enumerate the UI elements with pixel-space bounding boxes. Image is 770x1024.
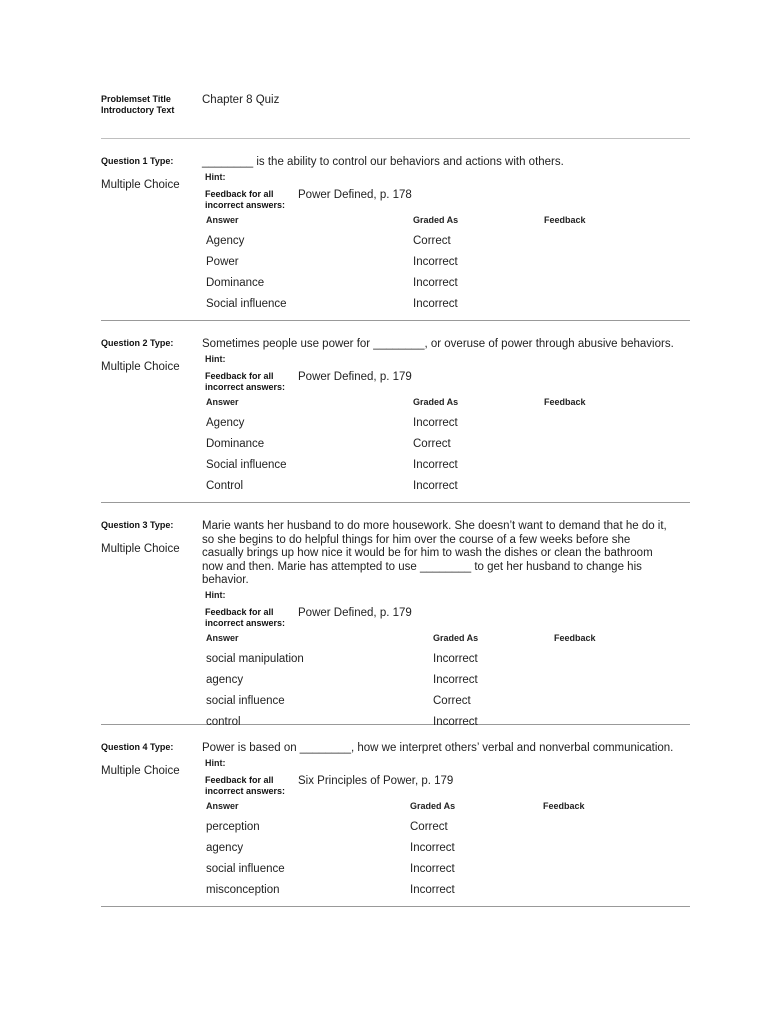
hint-label: Hint: [205,171,226,182]
feedback-column-header: Feedback [544,396,586,407]
question-body [202,520,690,733]
answer-text: Power [206,255,239,268]
graded-column-header: Graded As [413,396,459,407]
graded-as: Incorrect [410,862,455,875]
answer-row [202,273,690,294]
feedback-row [202,189,690,213]
answer-text: agency [206,841,244,854]
question-body [202,338,690,497]
answer-text: Social influence [206,458,287,471]
graded-as: Correct [433,694,471,707]
answer-row [202,252,690,273]
answer-row [202,880,690,901]
graded-as: Incorrect [410,841,455,854]
feedback-column-header: Feedback [544,214,586,225]
question-type: Multiple Choice [101,543,180,555]
answer-text: Control [206,479,244,492]
question-block [101,520,690,728]
question-label: Question 4 Type: [101,742,174,752]
question-type: Multiple Choice [101,361,180,373]
question-block [101,742,690,907]
hint-label: Hint: [205,353,226,364]
answer-row [202,231,690,252]
answer-text: agency [206,673,244,686]
feedback-label: Feedback for all incorrect answers: [205,370,286,392]
problemset-title: Chapter 8 Quiz [202,94,280,106]
answer-table-header [202,215,690,231]
graded-as: Incorrect [413,276,458,289]
graded-as: Correct [413,437,451,450]
feedback-label: Feedback for all incorrect answers: [205,188,286,210]
answer-column-header: Answer [206,214,239,225]
answer-text: Dominance [206,276,265,289]
answer-row [202,434,690,455]
feedback-reference: Power Defined, p. 179 [298,606,412,619]
answer-column-header: Answer [206,396,239,407]
answer-text: social manipulation [206,652,304,665]
feedback-row [202,775,690,799]
question-text: ________ is the ability to control our behaviors and actions with others. [202,156,564,168]
answer-row [202,859,690,880]
problemset-title-label: Problemset Title Introductory Text [101,94,175,115]
graded-as: Incorrect [413,416,458,429]
answer-row [202,294,690,315]
question-type: Multiple Choice [101,765,180,777]
graded-as: Incorrect [410,883,455,896]
feedback-reference: Six Principles of Power, p. 179 [298,774,454,787]
graded-as: Correct [413,234,451,247]
question-text: Sometimes people use power for ________, or overuse of power through abusive behaviors. [202,338,674,350]
answer-row [202,649,690,670]
answer-text: perception [206,820,260,833]
graded-as: Incorrect [433,673,478,686]
hint-label: Hint: [205,757,226,768]
answer-row [202,838,690,859]
question-label: Question 1 Type: [101,156,174,166]
answer-row [202,476,690,497]
answer-row [202,413,690,434]
graded-column-header: Graded As [410,800,456,811]
graded-as: Incorrect [413,458,458,471]
question-label: Question 3 Type: [101,520,174,530]
answer-row [202,670,690,691]
answer-column-header: Answer [206,800,239,811]
feedback-row [202,371,690,395]
answer-text: Agency [206,234,245,247]
graded-as: Incorrect [433,715,478,728]
answer-row [202,712,690,733]
question-text: Power is based on ________, how we interpret others’ verbal and nonverbal communication. [202,742,674,754]
feedback-row [202,607,690,631]
question-block [101,338,690,503]
answer-text: Agency [206,416,245,429]
question-body [202,156,690,315]
answer-row [202,455,690,476]
answer-text: social influence [206,862,285,875]
graded-as: Incorrect [413,297,458,310]
question-label: Question 2 Type: [101,338,174,348]
graded-column-header: Graded As [433,632,479,643]
answer-text: control [206,715,241,728]
graded-column-header: Graded As [413,214,459,225]
question-block [101,156,690,321]
feedback-reference: Power Defined, p. 178 [298,188,412,201]
answer-text: Dominance [206,437,265,450]
graded-as: Correct [410,820,448,833]
question-type: Multiple Choice [101,179,180,191]
graded-as: Incorrect [413,479,458,492]
answer-column-header: Answer [206,632,239,643]
answer-text: misconception [206,883,280,896]
feedback-label: Feedback for all incorrect answers: [205,606,286,628]
question-text: Marie wants her husband to do more housework. She doesn’t want to demand that he do it, so she begins to do helpful things for him over the course of a few weeks before she casually brings up how nice it would be for him to wash the dishes or clean the bathroom now and then. Marie has attempted to use ________ to get her husband to change his behavior. [202,520,667,586]
question-body [202,742,690,901]
graded-as: Incorrect [433,652,478,665]
feedback-column-header: Feedback [543,800,585,811]
graded-as: Incorrect [413,255,458,268]
answer-table-header [202,397,690,413]
hint-label: Hint: [205,589,226,600]
answer-text: social influence [206,694,285,707]
answer-row [202,691,690,712]
answer-text: Social influence [206,297,287,310]
problemset-header [101,94,690,139]
answer-table-header [202,801,690,817]
feedback-column-header: Feedback [554,632,596,643]
answer-row [202,817,690,838]
feedback-reference: Power Defined, p. 179 [298,370,412,383]
answer-table-header [202,633,690,649]
feedback-label: Feedback for all incorrect answers: [205,774,286,796]
